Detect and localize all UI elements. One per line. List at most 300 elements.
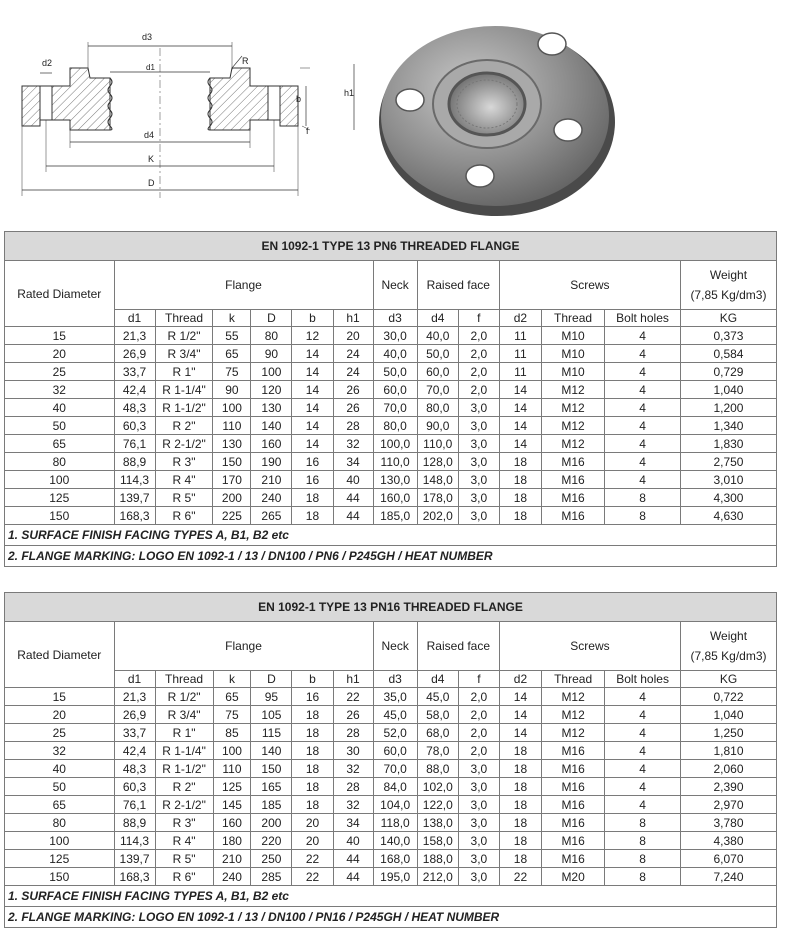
- table-cell: 52,0: [373, 724, 417, 742]
- table-row: [5, 453, 777, 471]
- table-cell: 14: [499, 435, 541, 453]
- table-cell: 18: [499, 796, 541, 814]
- pn16-note-2: 2. FLANGE MARKING: LOGO EN 1092-1 / 13 / DN100 / PN16 / P245GH / HEAT NUMBER: [5, 907, 777, 928]
- table-cell: 80,0: [373, 417, 417, 435]
- table-cell: 40,0: [417, 327, 458, 345]
- subheader-cell: Thread: [542, 671, 605, 688]
- table-cell: 4: [605, 796, 681, 814]
- table-cell: 2,0: [458, 742, 499, 760]
- label-b: b: [296, 94, 302, 104]
- subheader-cell: h1: [333, 310, 373, 327]
- table-row: [5, 489, 777, 507]
- table-row: [5, 724, 777, 742]
- table-cell: 20: [292, 832, 333, 850]
- table-cell: 32: [5, 742, 115, 760]
- subheader-cell: d1: [114, 310, 155, 327]
- table-cell: 28: [333, 417, 373, 435]
- table-cell: 50,0: [417, 345, 458, 363]
- table-cell: 105: [251, 706, 292, 724]
- table-cell: M16: [542, 832, 605, 850]
- table-cell: 70,0: [373, 399, 417, 417]
- table-cell: 2,0: [458, 706, 499, 724]
- table-cell: 168,3: [114, 868, 155, 886]
- table-cell: 4: [605, 435, 681, 453]
- subheader-cell: k: [213, 671, 251, 688]
- table-cell: 76,1: [114, 796, 155, 814]
- table-cell: 16: [292, 471, 333, 489]
- table-cell: 78,0: [417, 742, 458, 760]
- table-cell: 3,0: [458, 399, 499, 417]
- table-cell: 70,0: [373, 760, 417, 778]
- table-cell: 130: [251, 399, 292, 417]
- table-cell: 18: [292, 489, 333, 507]
- table-cell: 11: [499, 345, 541, 363]
- table-cell: M12: [541, 381, 604, 399]
- table-cell: 14: [499, 724, 541, 742]
- table-cell: 100: [213, 399, 251, 417]
- table-cell: 60,3: [114, 778, 155, 796]
- col-raised-face: Raised face: [417, 261, 499, 310]
- table-cell: 148,0: [417, 471, 458, 489]
- table-cell: 65: [5, 796, 115, 814]
- table-cell: 80: [5, 453, 115, 471]
- table-cell: 18: [292, 796, 333, 814]
- table-cell: 60,3: [114, 417, 155, 435]
- table-cell: 1,830: [680, 435, 776, 453]
- table-cell: M16: [542, 742, 605, 760]
- table-cell: 45,0: [417, 688, 458, 706]
- table-cell: 65: [5, 435, 115, 453]
- table-cell: 3,010: [680, 471, 776, 489]
- table-cell: 3,0: [458, 453, 499, 471]
- table-cell: 4,630: [680, 507, 776, 525]
- table-cell: 8: [605, 832, 681, 850]
- table-cell: 90,0: [417, 417, 458, 435]
- table-cell: R 6": [155, 868, 213, 886]
- pn6-body: [5, 327, 777, 525]
- table-cell: 22: [499, 868, 541, 886]
- table-cell: 195,0: [373, 868, 417, 886]
- table-cell: 0,584: [680, 345, 776, 363]
- table-cell: 3,0: [458, 814, 499, 832]
- table-row: [5, 381, 777, 399]
- table-row: [5, 706, 777, 724]
- table-cell: 4,380: [681, 832, 777, 850]
- table-cell: 220: [251, 832, 292, 850]
- table-cell: 3,0: [458, 778, 499, 796]
- table-cell: 4,300: [680, 489, 776, 507]
- table-row: [5, 435, 777, 453]
- table-cell: 32: [5, 381, 115, 399]
- table-cell: 3,0: [458, 796, 499, 814]
- table-cell: 3,0: [458, 507, 499, 525]
- table-cell: 14: [292, 399, 333, 417]
- subheader-cell: D: [251, 671, 292, 688]
- table-row: [5, 742, 777, 760]
- table-cell: 18: [499, 760, 541, 778]
- subheader-cell: Thread: [155, 310, 213, 327]
- pn16-table-title: EN 1092-1 TYPE 13 PN16 THREADED FLANGE: [5, 593, 777, 622]
- table-cell: 60,0: [373, 742, 417, 760]
- subheader-cell: k: [213, 310, 251, 327]
- table-cell: 1,040: [680, 381, 776, 399]
- table-cell: 115: [251, 724, 292, 742]
- table-cell: 3,0: [458, 850, 499, 868]
- subheader-cell: Thread: [541, 310, 604, 327]
- subheader-cell: KG: [681, 671, 777, 688]
- table-cell: 265: [251, 507, 292, 525]
- table-cell: 90: [213, 381, 251, 399]
- table-cell: R 1/2": [155, 327, 213, 345]
- table-cell: M16: [541, 489, 604, 507]
- table-cell: 18: [292, 778, 333, 796]
- table-cell: 40: [333, 832, 373, 850]
- table-cell: 4: [605, 742, 681, 760]
- table-cell: 200: [251, 814, 292, 832]
- subheader-cell: Thread: [155, 671, 213, 688]
- table-cell: 2,750: [680, 453, 776, 471]
- table-cell: 4: [605, 778, 681, 796]
- pn16-table: [4, 592, 777, 928]
- table-cell: 130,0: [373, 471, 417, 489]
- table-cell: 2,0: [458, 327, 499, 345]
- table-cell: 4: [605, 453, 681, 471]
- subheader-cell: KG: [680, 310, 776, 327]
- table-cell: 3,0: [458, 868, 499, 886]
- table-cell: 14: [292, 363, 333, 381]
- table-cell: 40: [5, 760, 115, 778]
- subheader-cell: d2: [499, 310, 541, 327]
- subheader-cell: b: [292, 310, 333, 327]
- table-cell: 240: [251, 489, 292, 507]
- table-cell: R 1": [155, 363, 213, 381]
- table-cell: R 5": [155, 489, 213, 507]
- table-cell: M16: [542, 850, 605, 868]
- table-cell: 22: [292, 850, 333, 868]
- table-cell: 0,373: [680, 327, 776, 345]
- table-cell: 4: [605, 724, 681, 742]
- table-row: [5, 868, 777, 886]
- figures-area: [0, 0, 786, 228]
- table-cell: 4: [605, 417, 681, 435]
- table-row: [5, 778, 777, 796]
- table-cell: 4: [605, 327, 681, 345]
- table-cell: 14: [499, 417, 541, 435]
- table-cell: 2,0: [458, 345, 499, 363]
- table-cell: 80: [251, 327, 292, 345]
- table-cell: 180: [213, 832, 251, 850]
- table-cell: 26: [333, 399, 373, 417]
- table-cell: 68,0: [417, 724, 458, 742]
- table-cell: 88,0: [417, 760, 458, 778]
- weight-unit: (7,85 Kg/dm3): [690, 649, 767, 663]
- table-cell: 1,040: [681, 706, 777, 724]
- table-cell: 114,3: [114, 471, 155, 489]
- label-r: R: [242, 56, 249, 66]
- table-cell: 18: [499, 489, 541, 507]
- table-cell: 2,0: [458, 381, 499, 399]
- table-cell: 16: [292, 453, 333, 471]
- table-cell: R 1-1/4": [155, 742, 213, 760]
- table-cell: 50: [5, 778, 115, 796]
- table-cell: 4: [605, 363, 681, 381]
- table-row: [5, 399, 777, 417]
- table-cell: 60,0: [373, 381, 417, 399]
- table-cell: R 1-1/2": [155, 760, 213, 778]
- table-row: [5, 850, 777, 868]
- table-cell: 140: [251, 417, 292, 435]
- table-cell: 18: [499, 507, 541, 525]
- table-cell: 110,0: [417, 435, 458, 453]
- table-cell: 75: [213, 706, 251, 724]
- table-cell: 24: [333, 345, 373, 363]
- table-cell: 8: [605, 507, 681, 525]
- table-cell: 26: [333, 706, 373, 724]
- table-row: [5, 688, 777, 706]
- table-cell: 100,0: [373, 435, 417, 453]
- table-cell: 26,9: [114, 345, 155, 363]
- table-cell: 1,200: [680, 399, 776, 417]
- table-cell: 44: [333, 868, 373, 886]
- table-cell: 11: [499, 363, 541, 381]
- table-cell: 16: [292, 688, 333, 706]
- table-cell: 28: [333, 778, 373, 796]
- table-cell: 25: [5, 363, 115, 381]
- subheader-cell: f: [458, 671, 499, 688]
- table-cell: 22: [333, 688, 373, 706]
- table-cell: 14: [499, 706, 541, 724]
- weight-label: Weight: [709, 268, 748, 282]
- col-weight: [680, 261, 776, 310]
- col-neck: Neck: [373, 622, 417, 671]
- table-cell: 212,0: [417, 868, 458, 886]
- subheader-cell: Bolt holes: [605, 310, 681, 327]
- subheader-cell: d1: [114, 671, 155, 688]
- table-cell: 210: [251, 471, 292, 489]
- table-cell: 95: [251, 688, 292, 706]
- table-cell: 26: [333, 381, 373, 399]
- table-cell: M16: [541, 507, 604, 525]
- table-cell: 32: [333, 796, 373, 814]
- table-cell: 44: [333, 507, 373, 525]
- table-cell: 65: [213, 345, 251, 363]
- table-cell: 100: [5, 832, 115, 850]
- table-cell: M16: [542, 796, 605, 814]
- col-screws: Screws: [499, 622, 680, 671]
- table-cell: 24: [333, 363, 373, 381]
- label-d3: d3: [142, 32, 153, 42]
- table-row: [5, 471, 777, 489]
- table-cell: 80: [5, 814, 115, 832]
- subheader-cell: h1: [333, 671, 373, 688]
- col-rated-diameter: Rated Diameter: [5, 622, 115, 688]
- table-cell: 42,4: [114, 381, 155, 399]
- table-cell: 168,0: [373, 850, 417, 868]
- table-cell: 30: [333, 742, 373, 760]
- table-cell: 190: [251, 453, 292, 471]
- table-row: [5, 832, 777, 850]
- pn16-note-1: 1. SURFACE FINISH FACING TYPES A, B1, B2 etc: [5, 886, 777, 907]
- table-cell: 104,0: [373, 796, 417, 814]
- table-cell: M12: [542, 724, 605, 742]
- table-cell: R 1/2": [155, 688, 213, 706]
- table-cell: M10: [541, 345, 604, 363]
- table-cell: R 5": [155, 850, 213, 868]
- table-cell: 21,3: [114, 327, 155, 345]
- table-cell: 65: [213, 688, 251, 706]
- table-cell: 22: [292, 868, 333, 886]
- table-cell: 18: [499, 778, 541, 796]
- table-cell: 84,0: [373, 778, 417, 796]
- pn6-subheader-row: [5, 310, 777, 327]
- table-cell: 34: [333, 814, 373, 832]
- table-cell: M16: [541, 471, 604, 489]
- table-cell: 42,4: [114, 742, 155, 760]
- table-row: [5, 760, 777, 778]
- table-cell: 145: [213, 796, 251, 814]
- table-cell: M12: [541, 435, 604, 453]
- table-cell: 110: [213, 417, 251, 435]
- table-cell: 110,0: [373, 453, 417, 471]
- table-cell: 0,729: [680, 363, 776, 381]
- flange-section-drawing: [10, 28, 310, 218]
- table-cell: 2,0: [458, 688, 499, 706]
- table-cell: 210: [213, 850, 251, 868]
- table-cell: 8: [605, 868, 681, 886]
- table-cell: 18: [292, 760, 333, 778]
- table-cell: 34: [333, 453, 373, 471]
- col-flange: Flange: [114, 622, 373, 671]
- table-cell: 18: [499, 453, 541, 471]
- table-cell: 88,9: [114, 814, 155, 832]
- table-cell: 15: [5, 327, 115, 345]
- table-cell: 202,0: [417, 507, 458, 525]
- table-cell: R 6": [155, 507, 213, 525]
- subheader-cell: d4: [417, 310, 458, 327]
- table-cell: 3,0: [458, 417, 499, 435]
- table-cell: 50,0: [373, 363, 417, 381]
- table-cell: 100: [213, 742, 251, 760]
- subheader-cell: d3: [373, 310, 417, 327]
- table-cell: 14: [292, 417, 333, 435]
- table-cell: R 1-1/2": [155, 399, 213, 417]
- table-cell: R 4": [155, 832, 213, 850]
- table-cell: 30,0: [373, 327, 417, 345]
- label-k: K: [148, 154, 155, 164]
- table-cell: 122,0: [417, 796, 458, 814]
- table-row: [5, 507, 777, 525]
- table-cell: 26,9: [114, 706, 155, 724]
- subheader-cell: d3: [373, 671, 417, 688]
- table-cell: R 2": [155, 417, 213, 435]
- label-h1: h1: [344, 88, 355, 98]
- table-cell: 128,0: [417, 453, 458, 471]
- col-weight: [681, 622, 777, 671]
- table-cell: 0,722: [681, 688, 777, 706]
- table-cell: 90: [251, 345, 292, 363]
- table-cell: 21,3: [114, 688, 155, 706]
- table-cell: 6,070: [681, 850, 777, 868]
- table-cell: 75: [213, 363, 251, 381]
- table-cell: 3,0: [458, 471, 499, 489]
- table-row: [5, 814, 777, 832]
- table-cell: 76,1: [114, 435, 155, 453]
- table-cell: 80,0: [417, 399, 458, 417]
- table-cell: 14: [292, 381, 333, 399]
- table-cell: R 4": [155, 471, 213, 489]
- table-cell: 118,0: [373, 814, 417, 832]
- table-cell: R 3/4": [155, 706, 213, 724]
- table-cell: 14: [292, 435, 333, 453]
- table-cell: 2,390: [681, 778, 777, 796]
- subheader-cell: D: [251, 310, 292, 327]
- table-cell: 60,0: [417, 363, 458, 381]
- table-cell: 88,9: [114, 453, 155, 471]
- pn16-subheader-row: [5, 671, 777, 688]
- subheader-cell: d2: [499, 671, 541, 688]
- table-cell: 100: [251, 363, 292, 381]
- h1-dimension: [340, 60, 370, 140]
- table-cell: 4: [605, 345, 681, 363]
- table-cell: 45,0: [373, 706, 417, 724]
- table-cell: 168,3: [114, 507, 155, 525]
- table-cell: 165: [251, 778, 292, 796]
- table-cell: M12: [541, 417, 604, 435]
- table-cell: 48,3: [114, 760, 155, 778]
- table-cell: 33,7: [114, 724, 155, 742]
- table-row: [5, 327, 777, 345]
- table-cell: 18: [292, 706, 333, 724]
- table-cell: 200: [213, 489, 251, 507]
- table-cell: M10: [541, 327, 604, 345]
- table-cell: 28: [333, 724, 373, 742]
- table-row: [5, 363, 777, 381]
- subheader-cell: f: [458, 310, 499, 327]
- table-cell: 20: [5, 345, 115, 363]
- table-cell: 55: [213, 327, 251, 345]
- table-cell: 120: [251, 381, 292, 399]
- table-cell: 33,7: [114, 363, 155, 381]
- table-cell: 8: [605, 850, 681, 868]
- table-cell: 4: [605, 688, 681, 706]
- table-cell: 140,0: [373, 832, 417, 850]
- table-cell: M10: [541, 363, 604, 381]
- table-cell: 18: [499, 850, 541, 868]
- label-d: D: [148, 178, 155, 188]
- label-d2: d2: [42, 58, 53, 68]
- table-cell: 3,0: [458, 435, 499, 453]
- table-cell: 185: [251, 796, 292, 814]
- table-cell: 150: [213, 453, 251, 471]
- table-cell: 14: [499, 688, 541, 706]
- table-cell: 2,970: [681, 796, 777, 814]
- table-cell: 14: [499, 381, 541, 399]
- table-cell: 14: [499, 399, 541, 417]
- table-cell: M12: [542, 688, 605, 706]
- table-cell: 185,0: [373, 507, 417, 525]
- table-cell: 160: [251, 435, 292, 453]
- table-cell: R 3": [155, 453, 213, 471]
- table-cell: 4: [605, 471, 681, 489]
- table-cell: R 2-1/2": [155, 796, 213, 814]
- table-cell: 15: [5, 688, 115, 706]
- table-cell: 110: [213, 760, 251, 778]
- table-cell: 3,780: [681, 814, 777, 832]
- table-cell: 20: [333, 327, 373, 345]
- table-cell: 150: [251, 760, 292, 778]
- label-d1: d1: [146, 63, 155, 72]
- table-cell: 3,0: [458, 832, 499, 850]
